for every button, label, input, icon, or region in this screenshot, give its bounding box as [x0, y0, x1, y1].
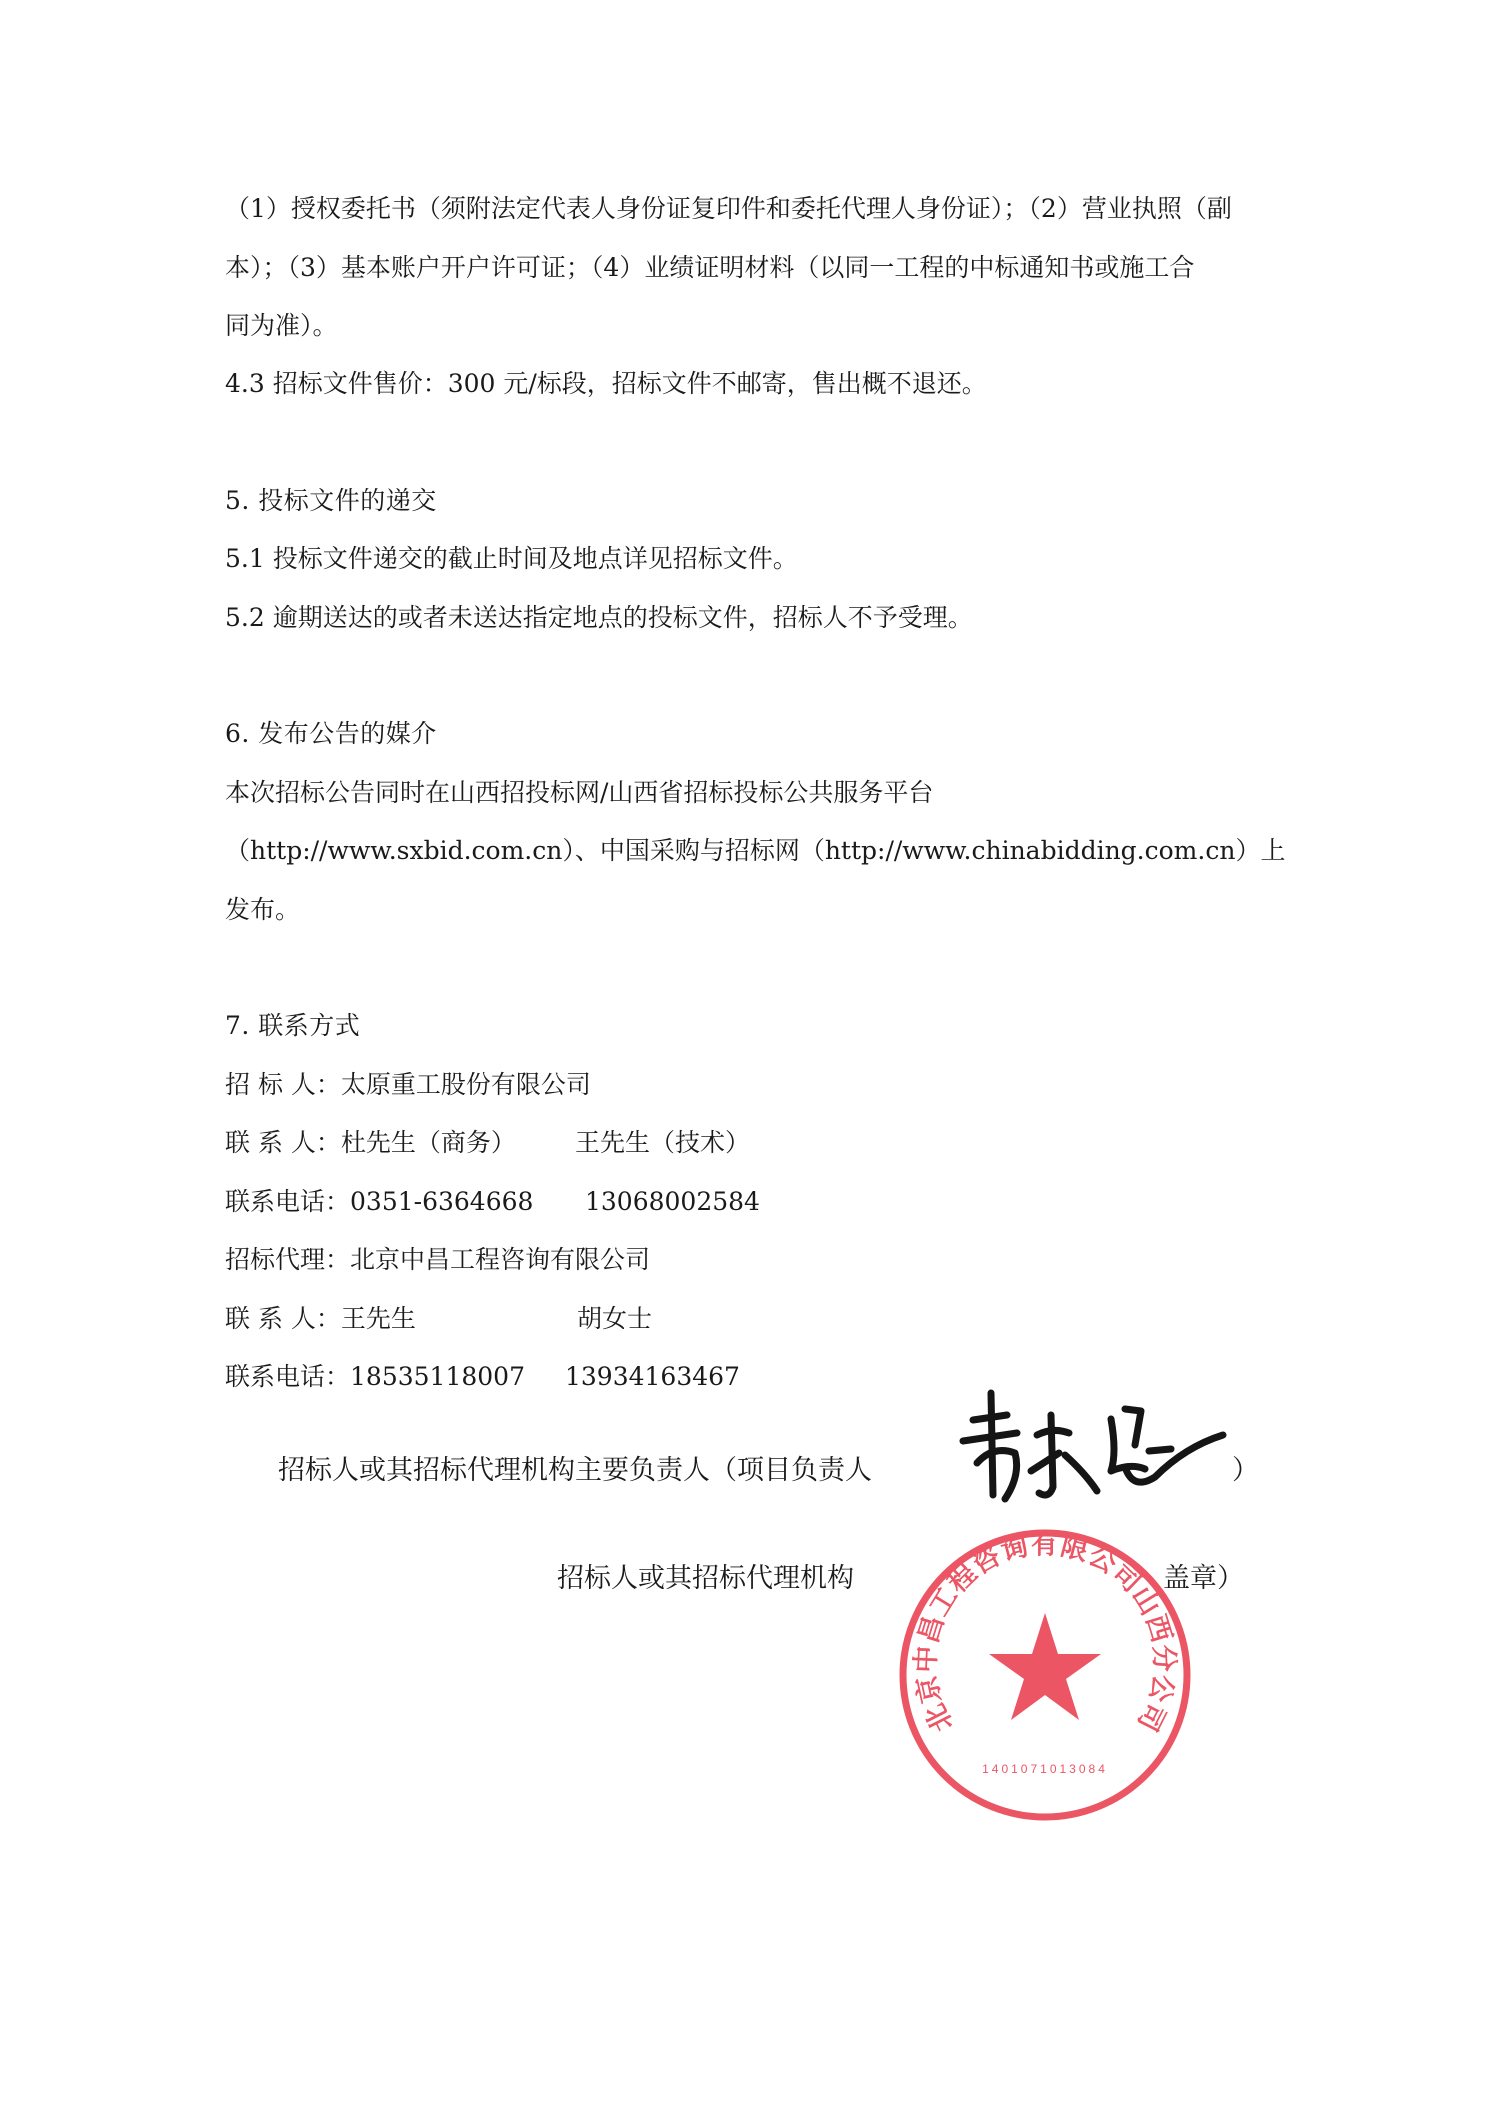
- phone-agent-2: 13934163467: [565, 1362, 740, 1391]
- contact-row-1: [225, 1126, 516, 1160]
- phone-label: 联系电话：: [225, 1362, 351, 1391]
- contact-agent-2: 胡女士: [577, 1304, 653, 1333]
- phone-row-2: [225, 1360, 525, 1394]
- media-line-1: 本次招标公告同时在山西招投标网/山西省招标投标公共服务平台: [225, 778, 934, 807]
- contact-label: 联 系 人：: [225, 1128, 341, 1157]
- contact-commercial: 杜先生（商务）: [340, 1128, 516, 1157]
- agent-value: 北京中昌工程咨询有限公司: [350, 1245, 651, 1274]
- contact-technical: 王先生（技术）: [575, 1128, 751, 1157]
- contact-label: 联 系 人：: [225, 1304, 341, 1333]
- tenderer-label: 招 标 人：: [225, 1070, 341, 1099]
- document-price: 4.3 招标文件售价：300 元/标段，招标文件不邮寄，售出概不退还。: [225, 369, 987, 398]
- seal-text: 北京中昌工程咨询有限公司山西分公司: [910, 1529, 1180, 1737]
- responsible-person-line: 招标人或其招标代理机构主要负责人（项目负责人: [278, 1455, 872, 1486]
- phone-tenderer-2: 13068002584: [585, 1187, 760, 1216]
- responsible-close-paren: ）: [1232, 1455, 1259, 1486]
- section-6-title: 6. 发布公告的媒介: [225, 719, 437, 748]
- media-line-3: 发布。: [225, 895, 301, 924]
- tenderer-row: [225, 1068, 591, 1102]
- section-5-item-2: 5.2 逾期送达的或者未送达指定地点的投标文件，招标人不予受理。: [225, 603, 973, 632]
- company-seal: [895, 1525, 1195, 1825]
- handwritten-signature: [935, 1375, 1235, 1515]
- agent-row: [225, 1243, 650, 1277]
- section-7-title: 7. 联系方式: [225, 1011, 361, 1040]
- contact-agent-1: 王先生: [340, 1304, 416, 1333]
- organization-line: 招标人或其招标代理机构: [557, 1563, 854, 1594]
- phone-tenderer-1: 0351-6364668: [350, 1187, 534, 1216]
- docs-list-line-3: 同为准）。: [225, 311, 338, 340]
- contact-row-2: [225, 1302, 416, 1336]
- seal-suffix: 盖章）: [1163, 1563, 1244, 1594]
- phone-label: 联系电话：: [225, 1187, 351, 1216]
- seal-number: 1401071013084: [982, 1762, 1108, 1776]
- media-line-2: （http://www.sxbid.com.cn）、中国采购与招标网（http://www.chinabidding.com.cn）上: [225, 836, 1286, 865]
- tenderer-value: 太原重工股份有限公司: [340, 1070, 591, 1099]
- section-5-item-1: 5.1 投标文件递交的截止时间及地点详见招标文件。: [225, 544, 798, 573]
- phone-agent-1: 18535118007: [350, 1362, 525, 1391]
- docs-list-line-1: （1）授权委托书（须附法定代表人身份证复印件和委托代理人身份证）；（2）营业执照（副: [225, 194, 1232, 223]
- docs-list-line-2: 本）；（3）基本账户开户许可证；（4）业绩证明材料（以同一工程的中标通知书或施工合: [225, 253, 1195, 282]
- section-5-title: 5. 投标文件的递交: [225, 486, 437, 515]
- agent-label: 招标代理：: [225, 1245, 351, 1274]
- phone-row-1: [225, 1185, 533, 1219]
